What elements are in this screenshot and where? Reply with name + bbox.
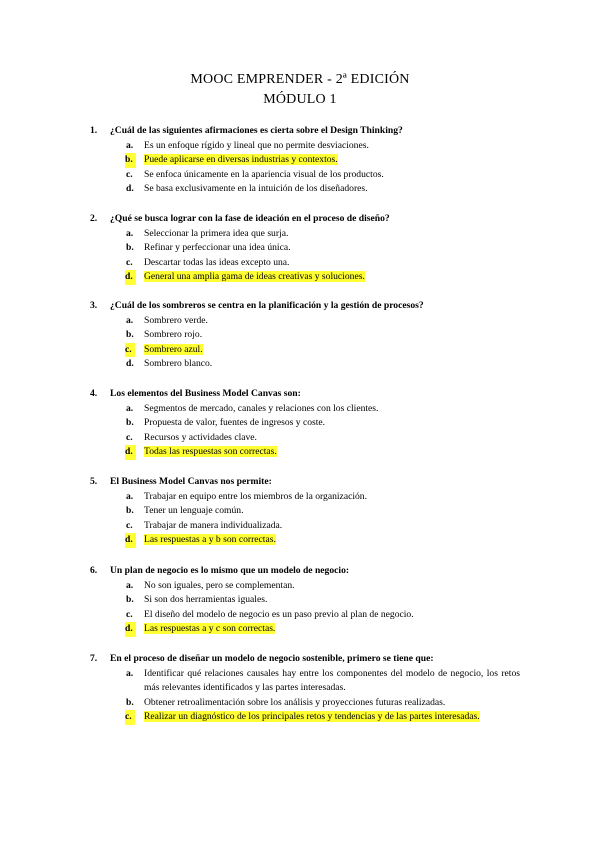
option-b: b. Obtener retroalimentación sobre los análisis y proyecciones futuras realizadas. [126,696,446,708]
question-number: 3. [90,300,98,311]
option-a: a. Trabajar en equipo entre los miembros de la organización. [126,490,367,502]
option-b: b. Tener un lenguaje común. [126,505,244,517]
question-number: 4. [90,388,98,399]
option-b: b. Refinar y perfeccionar una idea única. [126,242,291,254]
option-c: c. Recursos y actividades clave. [126,431,257,443]
option-d: d. Se basa exclusivamente en la intuición de los diseñadores. [126,183,368,195]
module-title: MÓDULO 1 [263,92,337,107]
question-number: 7. [90,653,98,664]
option-c: c. Trabajar de manera individualizada. [126,519,283,531]
highlighted-answer: Todas las respuestas son correctas. [144,446,277,458]
question-4 [90,387,520,460]
question-3 [90,299,520,372]
question-7 [90,652,520,725]
option-d-correct: d. Las respuestas a y b son correctas. [90,533,520,548]
option-b: b. Si son dos herramientas iguales. [126,594,268,606]
highlighted-answer: General una amplia gama de ideas creativas y soluciones. [144,271,365,283]
option-a: a. No son iguales, pero se complementan. [126,579,295,591]
option-b: b. Sombrero rojo. [126,329,203,341]
option-d-correct: d. Las respuestas a y c son correctas. [90,622,520,637]
question-text: En el proceso de diseñar un modelo de negocio sostenible, primero se tiene que: [110,653,434,664]
question-text: El Business Model Canvas nos permite: [110,476,272,487]
question-text: ¿Cuál de las siguientes afirmaciones es cierta sobre el Design Thinking? [110,125,403,136]
option-c-correct: c. Realizar un diagnóstico de los principales retos y tendencias y de las partes interesadas. [90,710,520,725]
option-d-correct: d. Todas las respuestas son correctas. [90,445,520,460]
option-c: c. El diseño del modelo de negocio es un paso previo al plan de negocio. [126,608,414,620]
document-title: MOOC EMPRENDER - 2ª EDICIÓN [190,72,410,87]
question-text: ¿Qué se busca lograr con la fase de ideación en el proceso de diseño? [110,213,390,224]
question-text: Un plan de negocio es lo mismo que un modelo de negocio: [110,565,350,576]
option-b: b. Propuesta de valor, fuentes de ingresos y coste. [126,417,326,429]
highlighted-answer: Las respuestas a y b son correctas. [144,534,276,546]
option-b-correct: b. Puede aplicarse en diversas industrias y contextos. [90,153,520,168]
question-text: ¿Cuál de los sombreros se centra en la planificación y la gestión de procesos? [110,300,424,311]
option-a: a. Segmentos de mercado, canales y relaciones con los clientes. [126,402,379,414]
question-text: Los elementos del Business Model Canvas son: [110,388,301,399]
option-d: d. Sombrero blanco. [126,358,213,370]
option-d-correct: d. General una amplia gama de ideas creativas y soluciones. [90,270,520,285]
question-number: 1. [90,125,98,136]
highlighted-answer: Las respuestas a y c son correctas. [144,623,276,635]
question-number: 2. [90,213,98,224]
question-6 [90,564,520,637]
option-a: a. Sombrero verde. [126,314,208,326]
question-2 [90,212,520,285]
question-5 [90,475,520,548]
option-a: a. Seleccionar la primera idea que surja. [126,227,289,239]
option-c: c. Se enfoca únicamente en la apariencia visual de los productos. [126,168,384,180]
question-number: 6. [90,565,98,576]
highlighted-answer: Sombrero azul. [144,343,203,355]
question-number: 5. [90,476,98,487]
option-c: c. Descartar todas las ideas excepto una. [126,256,290,268]
option-a: a. Es un enfoque rígido y lineal que no permite desviaciones. [126,139,369,151]
option-c-correct: c. Sombrero azul. [90,343,520,358]
question-1 [90,124,520,197]
highlighted-answer: Puede aplicarse en diversas industrias y contextos. [144,154,338,166]
option-a: a. Identificar qué relaciones causales hay entre los componentes del modelo de negocio, los retos más relevantes identificados y las partes interesadas. [126,667,520,694]
highlighted-answer: Realizar un diagnóstico de los principales retos y tendencias y de las partes interesadas. [144,711,480,723]
